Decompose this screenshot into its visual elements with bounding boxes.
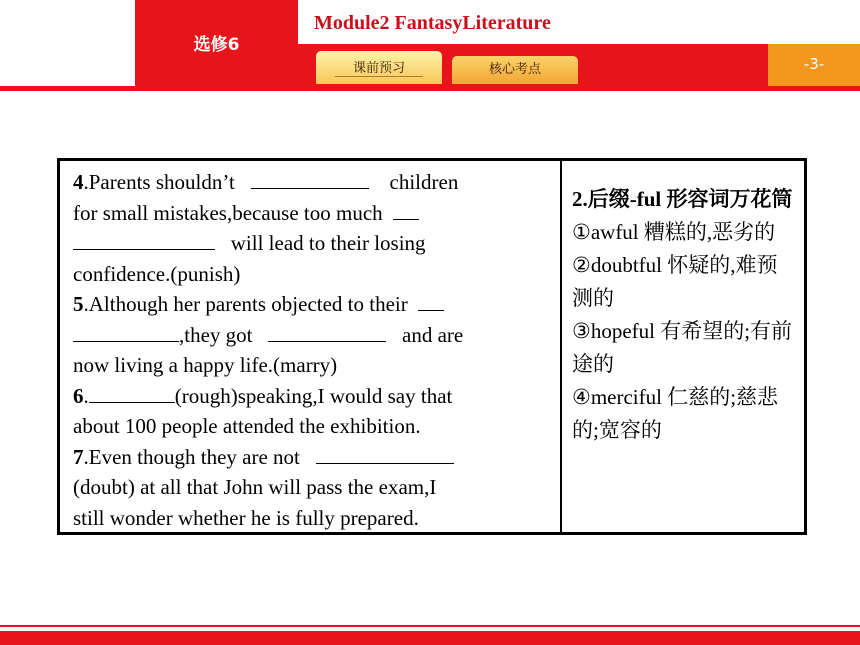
q5-blank-2[interactable]	[268, 323, 386, 342]
q5-text-4: now living a happy life.(marry)	[73, 353, 338, 377]
q4-text-2: children	[389, 170, 459, 194]
suffix-item: ②doubtful 怀疑的,难预测的	[572, 253, 778, 310]
course-banner	[135, 0, 298, 86]
module-title: Module2 FantasyLiterature	[314, 12, 551, 34]
q5-blank-1b[interactable]	[73, 323, 179, 342]
q4-line-2	[73, 198, 519, 229]
page-number-badge	[768, 44, 860, 86]
q5-text-2: ,they got	[179, 322, 253, 347]
suffix-item: ③hopeful 有希望的;有前途的	[572, 319, 793, 376]
suffix-heading: 2.后缀-ful 形容词万花筒	[572, 187, 793, 211]
q4-blank-2a[interactable]	[393, 201, 419, 220]
q4-line-4	[73, 259, 519, 290]
q6-blank[interactable]	[89, 384, 175, 403]
q4-blank-2b[interactable]	[73, 231, 215, 250]
suffix-item: ①awful 糟糕的,恶劣的	[572, 220, 776, 244]
q6-line-2	[73, 411, 519, 442]
q4-blank-1[interactable]	[251, 170, 369, 189]
q5-line-2	[73, 320, 519, 351]
q4-text-1: .Parents shouldn’t	[83, 170, 235, 194]
column-divider	[560, 161, 562, 532]
tab-key-points[interactable]: 核心考点	[452, 56, 578, 84]
q5-blank-1a[interactable]	[418, 292, 444, 311]
q7-number: 7	[73, 444, 84, 469]
footer-divider	[0, 631, 860, 645]
exercise-column	[73, 167, 519, 533]
q6-text-3: about 100 people attended the exhibition.	[73, 414, 421, 438]
footer-divider-thin	[0, 625, 860, 627]
tab-preview[interactable]	[316, 51, 442, 84]
header-divider	[0, 86, 860, 91]
q7-text-2: (doubt) at all that John will pass the exam,I	[73, 475, 437, 499]
q5-line-1	[73, 289, 519, 320]
q4-line-1	[73, 167, 519, 198]
q5-line-3	[73, 350, 519, 381]
suffix-item: ④merciful 仁慈的;慈悲的;宽容的	[572, 385, 779, 442]
q7-line-2	[73, 472, 519, 503]
q7-line-1	[73, 442, 519, 473]
q5-text-1: .Although her parents objected to their	[83, 292, 408, 316]
q6-line-1	[73, 381, 519, 412]
q6-text-1: .	[83, 383, 89, 408]
q4-text-4: will lead to their losing	[230, 231, 426, 255]
q4-text-5: confidence.(punish)	[73, 261, 241, 286]
suffix-note-column	[572, 183, 798, 447]
tab-preview-label: 课前预习	[335, 61, 423, 77]
q4-number: 4	[73, 170, 84, 194]
q4-line-3	[73, 228, 519, 259]
page-number: -3-	[803, 55, 825, 73]
q6-text-2: (rough)speaking,I would say that	[174, 383, 453, 408]
q5-number: 5	[73, 292, 84, 316]
q6-number: 6	[73, 383, 84, 408]
q7-text-3: still wonder whether he is fully prepared.	[73, 505, 419, 530]
q4-text-3: for small mistakes,because too much	[73, 200, 383, 225]
q5-text-3: and are	[402, 322, 464, 347]
q7-text-1: .Even though they are not	[83, 444, 300, 469]
course-label: 选修6	[193, 35, 240, 55]
q7-blank[interactable]	[316, 445, 454, 464]
exercise-table	[57, 158, 807, 535]
q7-line-3	[73, 503, 519, 534]
